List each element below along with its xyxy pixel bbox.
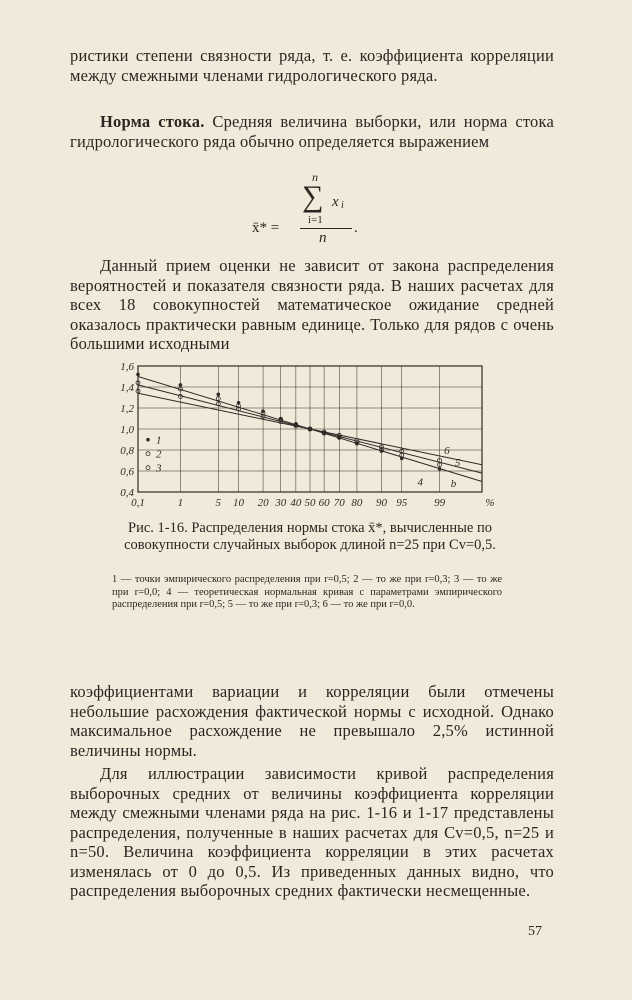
x-tick-label: 1 (177, 497, 184, 509)
data-point-series-1 (136, 373, 140, 377)
x-tick-label: 70 (333, 497, 345, 509)
figure-caption: Рис. 1-16. Распределения нормы стока x̄*, вычисленные по совокупности случайных выборок длиной n=25 при Cv=0,5. (124, 520, 496, 553)
x-tick-label: 80 (351, 497, 363, 509)
formula-upper-limit: n (312, 170, 318, 184)
x-tick-label: 60 (318, 497, 330, 509)
data-point-series-1 (438, 467, 442, 471)
curve-label: 6 (444, 445, 450, 458)
figure-legend: 1 — точки эмпирического распределения при r=0,5; 2 — то же при r=0,3; 3 — то же при r=0,0; 4 — теоретическая нормальная кривая с параметрами эмпирического распределения при r=0,5; 5 — то же при r=0,3; 6 — то же при r=0,0. (112, 574, 502, 610)
x-tick-label: 10 (233, 497, 245, 509)
formula-mean (250, 170, 390, 246)
paragraph-estimation: Данный прием оценки не зависит от закона распределения вероятностей и показателя связности ряда. В наших расчетах для всех 18 совокупностей математическое ожидание средней оказалось практически равным единице. Только для рядов с очень большими исходными (70, 256, 554, 353)
legend-marker (146, 452, 150, 456)
y-tick-label: 0,4 (120, 487, 134, 499)
x-tick-label: 90 (375, 497, 387, 509)
legend-entry: 1 (156, 434, 162, 447)
data-point-series-1 (179, 383, 183, 387)
legend-marker (146, 438, 150, 442)
y-tick-label: 0,6 (120, 466, 134, 478)
legend-entry: 3 (156, 462, 162, 475)
x-tick-label: 20 (257, 497, 269, 509)
x-tick-label: 0,1 (131, 497, 145, 509)
y-tick-label: 1,2 (120, 403, 134, 415)
formula-lower-limit: i=1 (308, 214, 323, 226)
paragraph-norm-text: Средняя величина выборки, или норма стока гидрологического ряда обычно определяется выражением (70, 112, 554, 151)
formula-xi: x (332, 194, 339, 210)
y-tick-label: 1,4 (120, 382, 134, 394)
paragraph-discrepancy: коэффициентами вариации и корреляции были отмечены небольшие расхождения фактической нормы с исходной. Однако максимальное расхождение не превышало 2,5% истинной величины нормы. (70, 682, 554, 760)
x-tick-label: % (485, 497, 495, 509)
x-tick-label: 30 (275, 497, 287, 509)
section-heading: Норма стока. (100, 112, 205, 131)
formula-period: . (354, 220, 358, 236)
x-tick-label: 99 (434, 497, 446, 509)
chart-points (136, 373, 442, 471)
formula-lhs: x̄* = (252, 220, 280, 236)
y-tick-label: 1,0 (120, 424, 134, 436)
x-tick-label: 95 (396, 497, 408, 509)
paragraph-intro: ристики степени связности ряда, т. е. коэффициента корреляции между смежными членами гидрологического ряда. (70, 46, 554, 85)
page-number: 57 (528, 924, 542, 939)
data-point-series-1 (216, 393, 220, 397)
curve-label: 5 (454, 456, 461, 469)
legend-entry: 2 (156, 448, 162, 461)
legend-marker (146, 466, 150, 470)
chart-labels (120, 362, 494, 509)
x-tick-label: 5 (215, 497, 222, 509)
formula-fraction-bar (300, 228, 352, 229)
paragraph-illustration: Для иллюстрации зависимости кривой распределения выборочных средних от величины коэффициента корреляции между смежными членами ряда на рис. 1-16 и 1-17 представлены распределения, полученные в наших расчетах для Cv=0,5, n=25 и n=50. Величина коэффициента корреляции в этих расчетах изменялась от 0 до 0,5. Из приведенных данных видно, что распределения выборочных средних фактически несмещенные. (70, 764, 554, 900)
x-tick-label: 40 (290, 497, 302, 509)
y-tick-label: 0,8 (120, 445, 134, 457)
paragraph-norm (70, 112, 554, 151)
formula-sum-sign: ∑ (302, 180, 324, 213)
y-tick-label: 1,6 (120, 362, 134, 373)
curve-label: 4 (417, 476, 423, 489)
x-tick-label: 50 (304, 497, 316, 509)
curve-label: b (450, 477, 457, 490)
formula-xi-subscript: i (341, 200, 344, 211)
formula-denominator: n (319, 230, 327, 246)
figure-chart (100, 362, 500, 512)
